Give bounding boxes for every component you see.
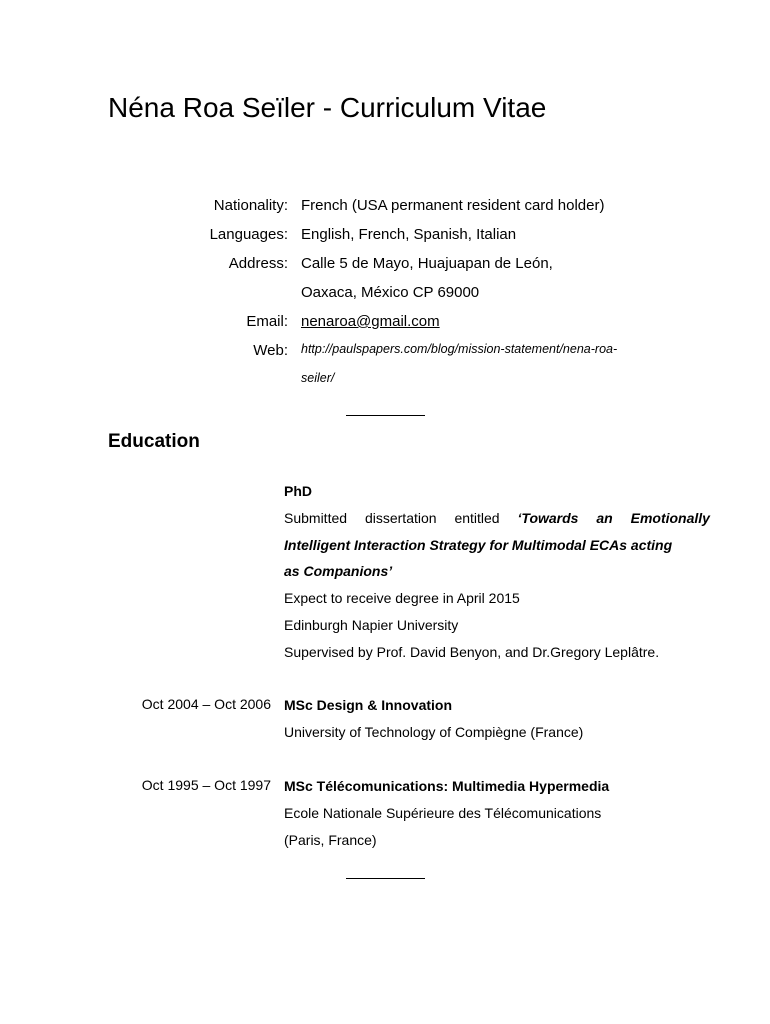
entry-date: Oct 1995 – Oct 1997: [141, 777, 271, 793]
address-line1: Calle 5 de Mayo, Huajuapan de León,: [301, 255, 553, 272]
languages-row: [0, 222, 770, 251]
web-row-2: [0, 367, 770, 396]
degree-title: MSc Télécomunications: Multimedia Hypermedia: [284, 778, 610, 794]
address-line2: Oaxaca, México CP 69000: [301, 284, 480, 301]
personal-info: [0, 193, 770, 396]
nationality-row: [0, 193, 770, 222]
institution: University of Technology of Compiègne (France): [284, 723, 584, 740]
nationality-value: French (USA permanent resident card holder): [301, 197, 605, 214]
languages-label: Languages:: [209, 226, 288, 243]
supervisors: Supervised by Prof. David Benyon, and Dr.Gregory Leplâtre.: [284, 643, 660, 660]
email-link[interactable]: nenaroa@gmail.com: [301, 313, 440, 330]
institution-line1: Ecole Nationale Supérieure des Télécomunications: [284, 804, 602, 821]
nationality-label: Nationality:: [213, 197, 288, 214]
institution: Edinburgh Napier University: [284, 616, 459, 633]
address-row: [0, 251, 770, 280]
entry-body: [284, 696, 710, 750]
web-link-line1[interactable]: http://paulspapers.com/blog/mission-statement/nena-roa-: [301, 342, 618, 356]
education-heading: Education: [108, 431, 200, 452]
web-row: [0, 338, 770, 367]
page-title: Néna Roa Seïler - Curriculum Vitae: [108, 92, 547, 123]
dissertation-title-word: an: [596, 509, 613, 526]
degree-title: PhD: [284, 483, 312, 499]
entry-body: [284, 482, 710, 670]
expected-degree: Expect to receive degree in April 2015: [284, 590, 520, 607]
dissertation-title-line2: Intelligent Interaction Strategy for Multimodal ECAs acting: [284, 536, 673, 553]
dissertation-title-line3: as Companions’: [284, 563, 393, 580]
desc-word: entitled: [454, 509, 500, 526]
dissertation-title-word: Emotionally: [630, 509, 710, 526]
desc-word: dissertation: [364, 509, 437, 526]
entry-body: [284, 777, 710, 857]
entry-date: Oct 2004 – Oct 2006: [141, 696, 271, 712]
web-label: Web:: [253, 342, 288, 359]
dissertation-line: [284, 509, 710, 536]
section-divider: [346, 878, 425, 879]
dissertation-title-word: ‘Towards: [517, 509, 579, 526]
degree-title: MSc Design & Innovation: [284, 697, 453, 713]
desc-word: Submitted: [284, 509, 348, 526]
email-row: [0, 309, 770, 338]
languages-value: English, French, Spanish, Italian: [301, 226, 517, 243]
institution-line2: (Paris, France): [284, 831, 377, 848]
email-label: Email:: [246, 313, 288, 330]
address-label: Address:: [228, 255, 288, 272]
section-divider: [346, 415, 425, 416]
address-row-2: [0, 280, 770, 309]
web-link-line2[interactable]: seiler/: [301, 371, 335, 385]
